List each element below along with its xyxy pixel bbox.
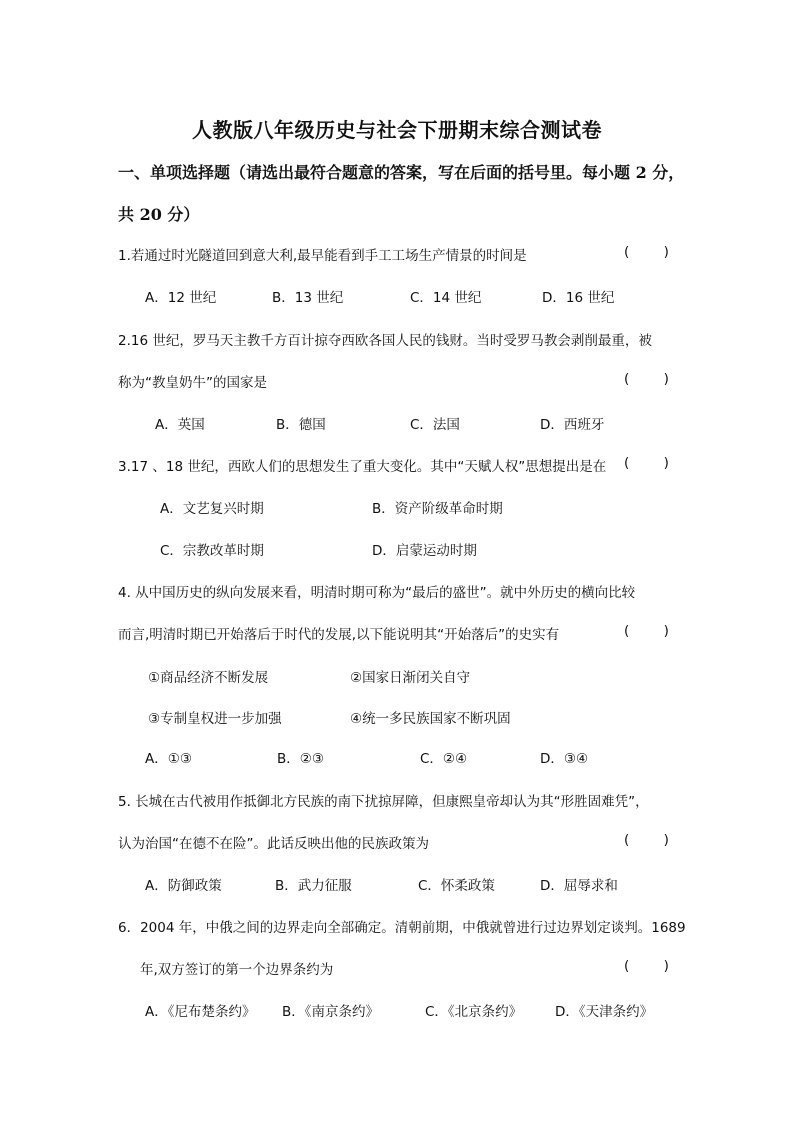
question-1-option-c: C．14 世纪 bbox=[410, 290, 482, 306]
question-5-answer-blank: ( ) bbox=[624, 832, 669, 848]
section-heading-line-2: 共 20 分） bbox=[118, 205, 200, 224]
question-4-option-d: D．③④ bbox=[540, 751, 589, 767]
question-6-option-d: D．《天津条约》 bbox=[555, 1004, 654, 1020]
section-heading-line-1: 一、单项选择题（请选出最符合题意的答案，写在后面的括号里。每小题 2 分， bbox=[118, 163, 685, 182]
question-1-answer-blank: ( ) bbox=[624, 244, 669, 260]
question-2-option-d: D．西班牙 bbox=[540, 417, 605, 433]
question-4-item-2: ②国家日渐闭关自守 bbox=[350, 670, 471, 686]
question-3-option-d: D．启蒙运动时期 bbox=[372, 543, 477, 559]
question-4-answer-blank: ( ) bbox=[624, 623, 669, 639]
question-3-option-c: C．宗教改革时期 bbox=[160, 543, 264, 559]
question-2-line-2: 称为“教皇奶牛”的国家是 bbox=[118, 375, 267, 391]
question-3-answer-blank: ( ) bbox=[624, 455, 669, 471]
question-5-option-a: A．防御政策 bbox=[145, 878, 222, 894]
question-2-option-b: B．德国 bbox=[276, 417, 326, 433]
question-4-line-2: 而言,明清时期已开始落后于时代的发展,以下能说明其“开始落后”的史实有 bbox=[118, 627, 560, 643]
question-6-option-b: B．《南京条约》 bbox=[282, 1004, 380, 1020]
question-2-option-c: C．法国 bbox=[410, 417, 460, 433]
question-2-line-1: 2.16 世纪，罗马天主教千方百计掠夺西欧各国人民的钱财。当时受罗马教会剥削最重，被 bbox=[118, 333, 652, 349]
question-4-option-b: B．②③ bbox=[277, 751, 324, 767]
question-4-option-c: C．②④ bbox=[420, 751, 468, 767]
question-1-option-d: D．16 世纪 bbox=[542, 290, 615, 306]
question-6-line-1: 6．2004 年，中俄之间的边界走向全部确定。清朝前期，中俄就曾进行过边界划定谈判。1689 bbox=[118, 920, 686, 936]
question-3-line-1: 3.17 、18 世纪，西欧人们的思想发生了重大变化。其中“天赋人权”思想提出是在 bbox=[118, 459, 607, 475]
question-5-option-b: B．武力征服 bbox=[275, 878, 352, 894]
question-5-option-d: D．屈辱求和 bbox=[540, 878, 618, 894]
question-1-option-b: B．13 世纪 bbox=[272, 290, 344, 306]
question-4-option-a: A．①③ bbox=[145, 751, 192, 767]
question-5-option-c: C．怀柔政策 bbox=[418, 878, 495, 894]
question-3-option-a: A．文艺复兴时期 bbox=[160, 501, 264, 517]
question-2-answer-blank: ( ) bbox=[624, 371, 669, 387]
question-4-item-3: ③专制皇权进一步加强 bbox=[148, 711, 282, 727]
question-6-option-a: A．《尼布楚条约》 bbox=[145, 1004, 256, 1020]
question-1-option-a: A．12 世纪 bbox=[145, 290, 217, 306]
question-2-option-a: A．英国 bbox=[155, 417, 205, 433]
question-4-line-1: 4. 从中国历史的纵向发展来看，明清时期可称为“最后的盛世”。就中外历史的横向比较 bbox=[118, 585, 636, 601]
question-4-item-1: ①商品经济不断发展 bbox=[148, 670, 269, 686]
question-6-line-2: 年,双方签订的第一个边界条约为 bbox=[140, 962, 334, 978]
question-6-answer-blank: ( ) bbox=[624, 958, 669, 974]
question-1-line-1: 1.若通过时光隧道回到意大利,最早能看到手工工场生产情景的时间是 bbox=[118, 248, 527, 264]
question-4-item-4: ④统一多民族国家不断巩固 bbox=[350, 711, 511, 727]
question-5-line-2: 认为治国“在德不在险”。此话反映出他的民族政策为 bbox=[118, 836, 429, 852]
question-3-option-b: B．资产阶级革命时期 bbox=[372, 501, 503, 517]
page-title: 人教版八年级历史与社会下册期末综合测试卷 bbox=[192, 118, 602, 142]
question-5-line-1: 5. 长城在古代被用作抵御北方民族的南下扰掠屏障，但康熙皇帝却认为其“形胜固难凭”， bbox=[118, 794, 649, 810]
question-6-option-c: C．《北京条约》 bbox=[425, 1004, 523, 1020]
